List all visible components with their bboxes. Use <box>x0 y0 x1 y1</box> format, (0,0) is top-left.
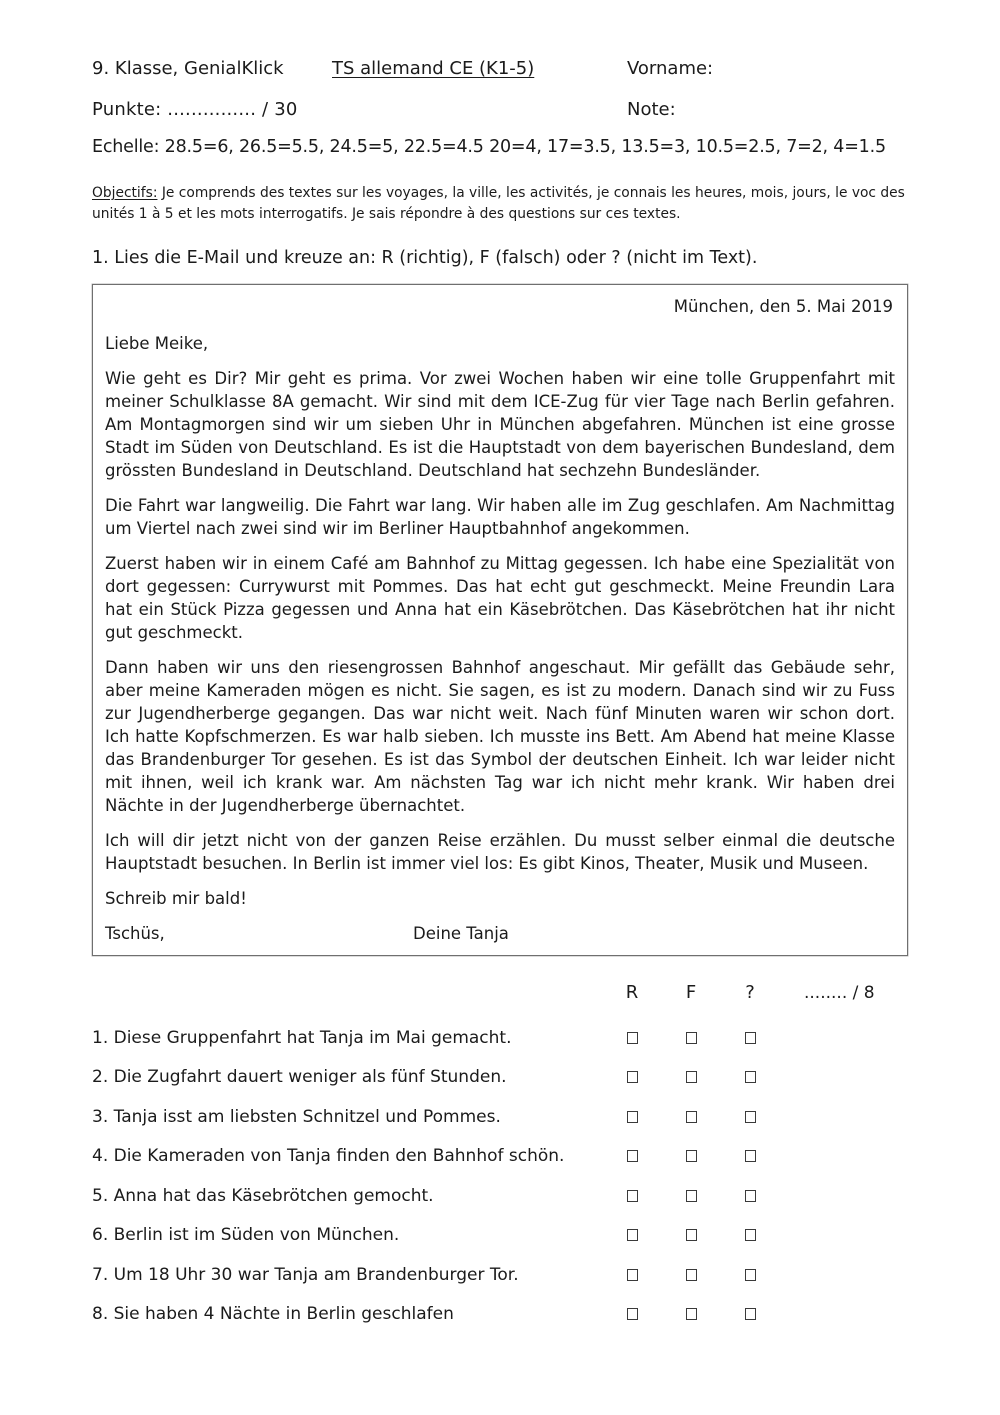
letter-dateline: München, den 5. Mai 2019 <box>673 296 893 316</box>
question-text: 2. Die Zugfahrt dauert weniger als fünf Stunden. <box>92 1067 507 1087</box>
header-row-1 <box>92 58 908 79</box>
letter-paragraph: Wie geht es Dir? Mir geht es prima. Vor zwei Wochen haben wir eine tolle Gruppenfahrt mit meiner Schulklasse 8A gemacht. Wir sind mit dem ICE-Zug für vier Tage nach Berlin gefahren. Am Montagmorgen sind wir um sieben Uhr in München abgefahren. München ist eine grosse Stadt im Süden von Deutschland. Es ist die Hauptstadt von dem bayerischen Bundesland, dem grössten Bundesland in Deutschland. Deutschland hat sechzehn Bundesländer. <box>105 368 895 480</box>
letter-signoff: Tschüs, <box>105 923 165 943</box>
letter-paragraph: Schreib mir bald! <box>105 888 247 908</box>
checkbox-r-q4[interactable] <box>627 1150 638 1162</box>
checkbox-unknown-q4[interactable] <box>745 1150 756 1162</box>
question-text: 4. Die Kameraden von Tanja finden den Bahnhof schön. <box>92 1146 565 1166</box>
letter-paragraph: Dann haben wir uns den riesengrossen Bahnhof angeschaut. Mir gefällt das Gebäude sehr, aber meine Kameraden mögen es nicht. Sie sagen, es ist zu modern. Danach sind wir zu Fuss zur Jugendherberge gegangen. Das war nicht weit. Nach fünf Minuten waren wir schon dort. Ich hatte Kopfschmerzen. Es war halb sieben. Ich musste ins Bett. Am Abend hat meine Klasse das Brandenburger Tor gesehen. Es ist das Symbol der deutschen Einheit. Ich war leider nicht mit ihnen, weil ich krank war. Am nächsten Tag war ich nicht mehr krank. Wir haben drei Nächte in der Jugendherberge übernachtet. <box>105 657 895 815</box>
question-row <box>92 1018 908 1058</box>
checkbox-r-q6[interactable] <box>627 1229 638 1241</box>
checkbox-unknown-q3[interactable] <box>745 1111 756 1123</box>
class-label: 9. Klasse, GenialKlick <box>92 58 284 79</box>
score-field: ........ / 8 <box>804 982 875 1003</box>
letter-paragraph: Ich will dir jetzt nicht von der ganzen Reise erzählen. Du musst selber einmal die deutsche Hauptstadt besuchen. In Berlin ist immer viel los: Es gibt Kinos, Theater, Musik und Museen. <box>105 830 895 873</box>
checkbox-r-q3[interactable] <box>627 1111 638 1123</box>
grading-scale: Echelle: 28.5=6, 26.5=5.5, 24.5=5, 22.5=4.5 20=4, 17=3.5, 13.5=3, 10.5=2.5, 7=2, 4=1.5 <box>92 137 886 157</box>
letter-closing <box>105 922 895 945</box>
letter-signature: Deine Tanja <box>413 923 509 943</box>
checkbox-f-q3[interactable] <box>686 1111 697 1123</box>
checkbox-r-q2[interactable] <box>627 1071 638 1083</box>
task-instruction: 1. Lies die E-Mail und kreuze an: R (richtig), F (falsch) oder ? (nicht im Text). <box>92 247 758 268</box>
checkbox-f-q5[interactable] <box>686 1190 697 1202</box>
question-row <box>92 1215 908 1255</box>
checkbox-unknown-q1[interactable] <box>745 1032 756 1044</box>
question-text: 6. Berlin ist im Süden von München. <box>92 1225 400 1245</box>
email-letter-box <box>92 284 908 956</box>
column-header-falsch: F <box>685 982 697 1004</box>
question-text: 5. Anna hat das Käsebrötchen gemocht. <box>92 1185 434 1206</box>
letter-paragraph: Zuerst haben wir in einem Café am Bahnhof zu Mittag gegessen. Ich habe eine Spezialität von dort gegessen: Currywurst mit Pommes. Das hat echt gut geschmeckt. Meine Freundin Lara hat ein Stück Pizza gegessen und Anna hat ein Käsebrötchen. Das Käsebrötchen hat ihr nicht gut geschmeckt. <box>105 553 895 642</box>
answer-section <box>92 976 908 1334</box>
checkbox-unknown-q7[interactable] <box>745 1269 756 1281</box>
question-row <box>92 1255 908 1295</box>
checkbox-r-q8[interactable] <box>627 1308 638 1320</box>
checkbox-f-q7[interactable] <box>686 1269 697 1281</box>
checkbox-f-q4[interactable] <box>686 1150 697 1162</box>
checkbox-unknown-q2[interactable] <box>745 1071 756 1083</box>
objectives-text: Je comprends des textes sur les voyages, la ville, les activités, je connais les heures, mois, jours, le voc des unités 1 à 5 et les mots interrogatifs. Je sais répondre à des questions sur ces textes. <box>92 185 905 223</box>
question-text: 7. Um 18 Uhr 30 war Tanja am Brandenburger Tor. <box>92 1264 519 1285</box>
test-title: TS allemand CE (K1-5) <box>332 58 535 79</box>
column-header-richtig: R <box>625 982 639 1004</box>
question-row <box>92 1176 908 1216</box>
note-label: Note: <box>627 99 676 120</box>
checkbox-f-q1[interactable] <box>686 1032 697 1044</box>
objectives-paragraph <box>92 183 908 226</box>
letter-paragraph: Die Fahrt war langweilig. Die Fahrt war lang. Wir haben alle im Zug geschlafen. Am Nachmittag um Viertel nach zwei sind wir im Berliner Hauptbahnhof angekommen. <box>105 495 895 538</box>
checkbox-unknown-q5[interactable] <box>745 1190 756 1202</box>
answer-header-row <box>92 976 908 1010</box>
question-row <box>92 1136 908 1176</box>
objectives-label: Objectifs: <box>92 185 158 201</box>
checkbox-unknown-q8[interactable] <box>745 1308 756 1320</box>
checkbox-r-q7[interactable] <box>627 1269 638 1281</box>
question-row <box>92 1294 908 1334</box>
checkbox-f-q2[interactable] <box>686 1071 697 1083</box>
checkbox-r-q1[interactable] <box>627 1032 638 1044</box>
question-text: 1. Diese Gruppenfahrt hat Tanja im Mai gemacht. <box>92 1027 512 1048</box>
question-row <box>92 1057 908 1097</box>
header-row-2 <box>92 99 908 120</box>
checkbox-unknown-q6[interactable] <box>745 1229 756 1241</box>
letter-salutation: Liebe Meike, <box>105 333 209 353</box>
vorname-label: Vorname: <box>627 58 714 79</box>
checkbox-r-q5[interactable] <box>627 1190 638 1202</box>
question-text: 8. Sie haben 4 Nächte in Berlin geschlafen <box>92 1304 454 1324</box>
punkte-field: Punkte: ............... / 30 <box>92 99 298 120</box>
question-row <box>92 1097 908 1137</box>
question-text: 3. Tanja isst am liebsten Schnitzel und Pommes. <box>92 1106 501 1127</box>
checkbox-f-q8[interactable] <box>686 1308 697 1320</box>
column-header-nicht-im-text: ? <box>745 982 755 1004</box>
checkbox-f-q6[interactable] <box>686 1229 697 1241</box>
